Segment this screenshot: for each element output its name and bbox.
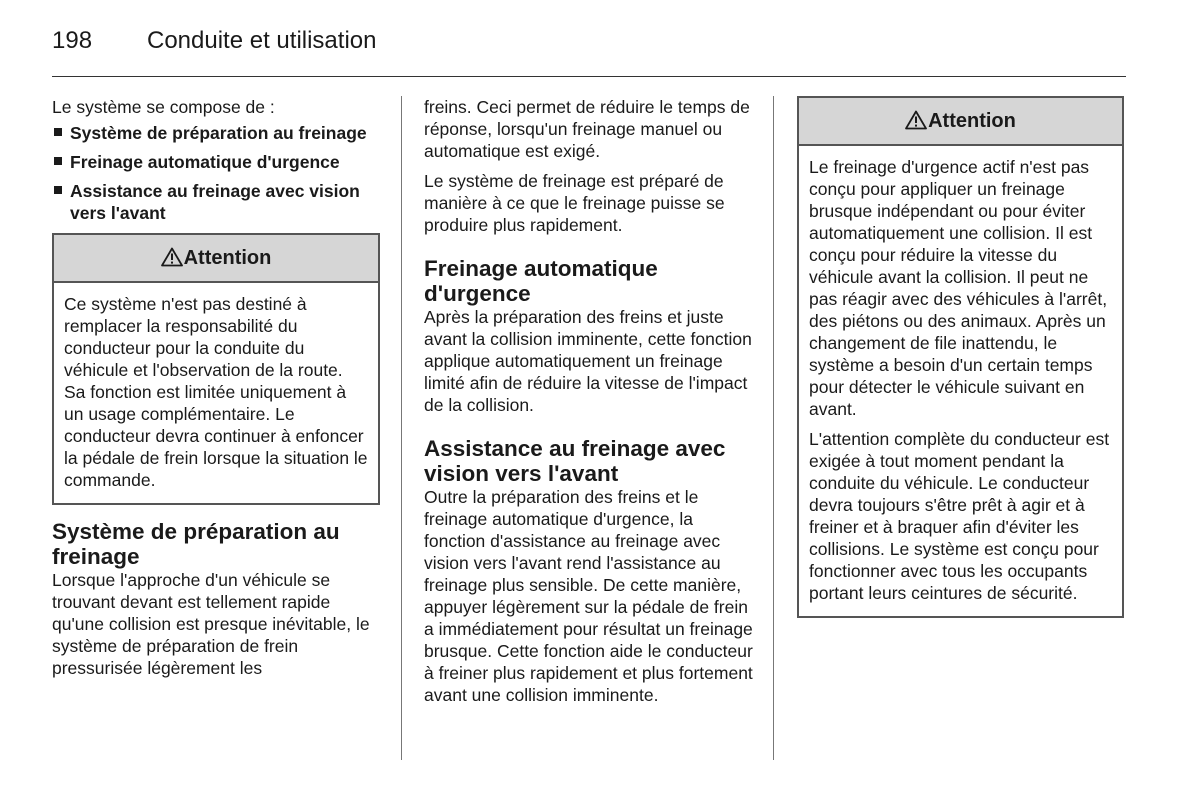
attention-label: Attention bbox=[928, 110, 1016, 132]
page-title: Conduite et utilisation bbox=[147, 27, 377, 54]
column-2 bbox=[424, 96, 754, 714]
attention-header bbox=[799, 98, 1122, 146]
attention-body bbox=[54, 283, 378, 503]
warning-triangle-icon bbox=[905, 101, 927, 147]
paragraph: Le système de freinage est préparé de manière à ce que le freinage puisse se produire plus rapidement. bbox=[424, 171, 725, 235]
attention-text: L'attention complète du conducteur est exigée à tout moment pendant la conduite du véhicule. Le conducteur devra toujours s'être prêt à agir et à freiner et à braquer afin d'éviter les collisions. Le système est conçu pour fonctionner avec tous les occupants portant leurs ceintures de sécurité. bbox=[809, 429, 1110, 603]
page-number: 198 bbox=[52, 27, 93, 54]
section-text: Lorsque l'approche d'un véhicule se trouvant devant est tellement rapide qu'une collision est presque inévitable, le système de préparation de frein pressurisée légèrement les bbox=[52, 570, 370, 678]
attention-text: Ce système n'est pas destiné à remplacer la responsabilité du conducteur pour la conduite du véhicule et l'observation de la route. Sa fonction est limitée uniquement à un usage complémentaire. Le conducteur devra continuer à enfoncer la pédale de frein lorsque la situation le commande. bbox=[64, 294, 368, 490]
column-3 bbox=[797, 96, 1124, 618]
list-item: Assistance au freinage avec vision vers l'avant bbox=[52, 180, 380, 224]
list-item: Système de préparation au freinage bbox=[52, 122, 380, 144]
column-divider bbox=[773, 96, 774, 760]
column-1 bbox=[52, 96, 380, 687]
warning-triangle-icon bbox=[161, 238, 183, 284]
attention-box bbox=[52, 233, 380, 505]
column-divider bbox=[401, 96, 402, 760]
component-list bbox=[52, 122, 380, 224]
attention-text: Le freinage d'urgence actif n'est pas conçu pour appliquer un freinage brusque indépendant ou pour éviter automatiquement une collision. Il est conçu pour réduire la vitesse du véhicule avant la collision. Il peut ne pas réagir avec des véhicules à l'arrêt, des piétons ou des animaux. Après un changement de file inattendu, le système a besoin d'un certain temps pour détecter le véhicule suivant en avant. bbox=[809, 157, 1108, 419]
section-heading: Système de préparation au freinage bbox=[52, 519, 340, 569]
paragraph: freins. Ceci permet de réduire le temps de réponse, lorsqu'un freinage manuel ou automatique est exigé. bbox=[424, 97, 750, 161]
attention-box bbox=[797, 96, 1124, 618]
section-heading: Freinage automatique d'urgence bbox=[424, 256, 658, 306]
attention-label: Attention bbox=[183, 247, 272, 269]
list-item: Freinage automatique d'urgence bbox=[52, 151, 380, 173]
section-heading: Assistance au freinage avec vision vers l'avant bbox=[424, 436, 726, 486]
intro-text: Le système se compose de : bbox=[52, 97, 275, 117]
attention-header bbox=[54, 235, 378, 283]
section-text: Après la préparation des freins et juste avant la collision imminente, cette fonction applique automatiquement un freinage limité afin de réduire la vitesse de l'impact de la collision. bbox=[424, 307, 752, 415]
attention-body bbox=[799, 146, 1122, 616]
section-text: Outre la préparation des freins et le freinage automatique d'urgence, la fonction d'assistance au freinage avec vision vers l'avant rend l'assistance au freinage plus sensible. De cette manière, appuyer légèrement sur la pédale de frein a immédiatement pour résultat un freinage brusque. Cette fonction aide le conducteur à freiner plus rapidement et plus fortement avant une collision imminente. bbox=[424, 487, 753, 705]
page-header bbox=[52, 26, 1126, 77]
